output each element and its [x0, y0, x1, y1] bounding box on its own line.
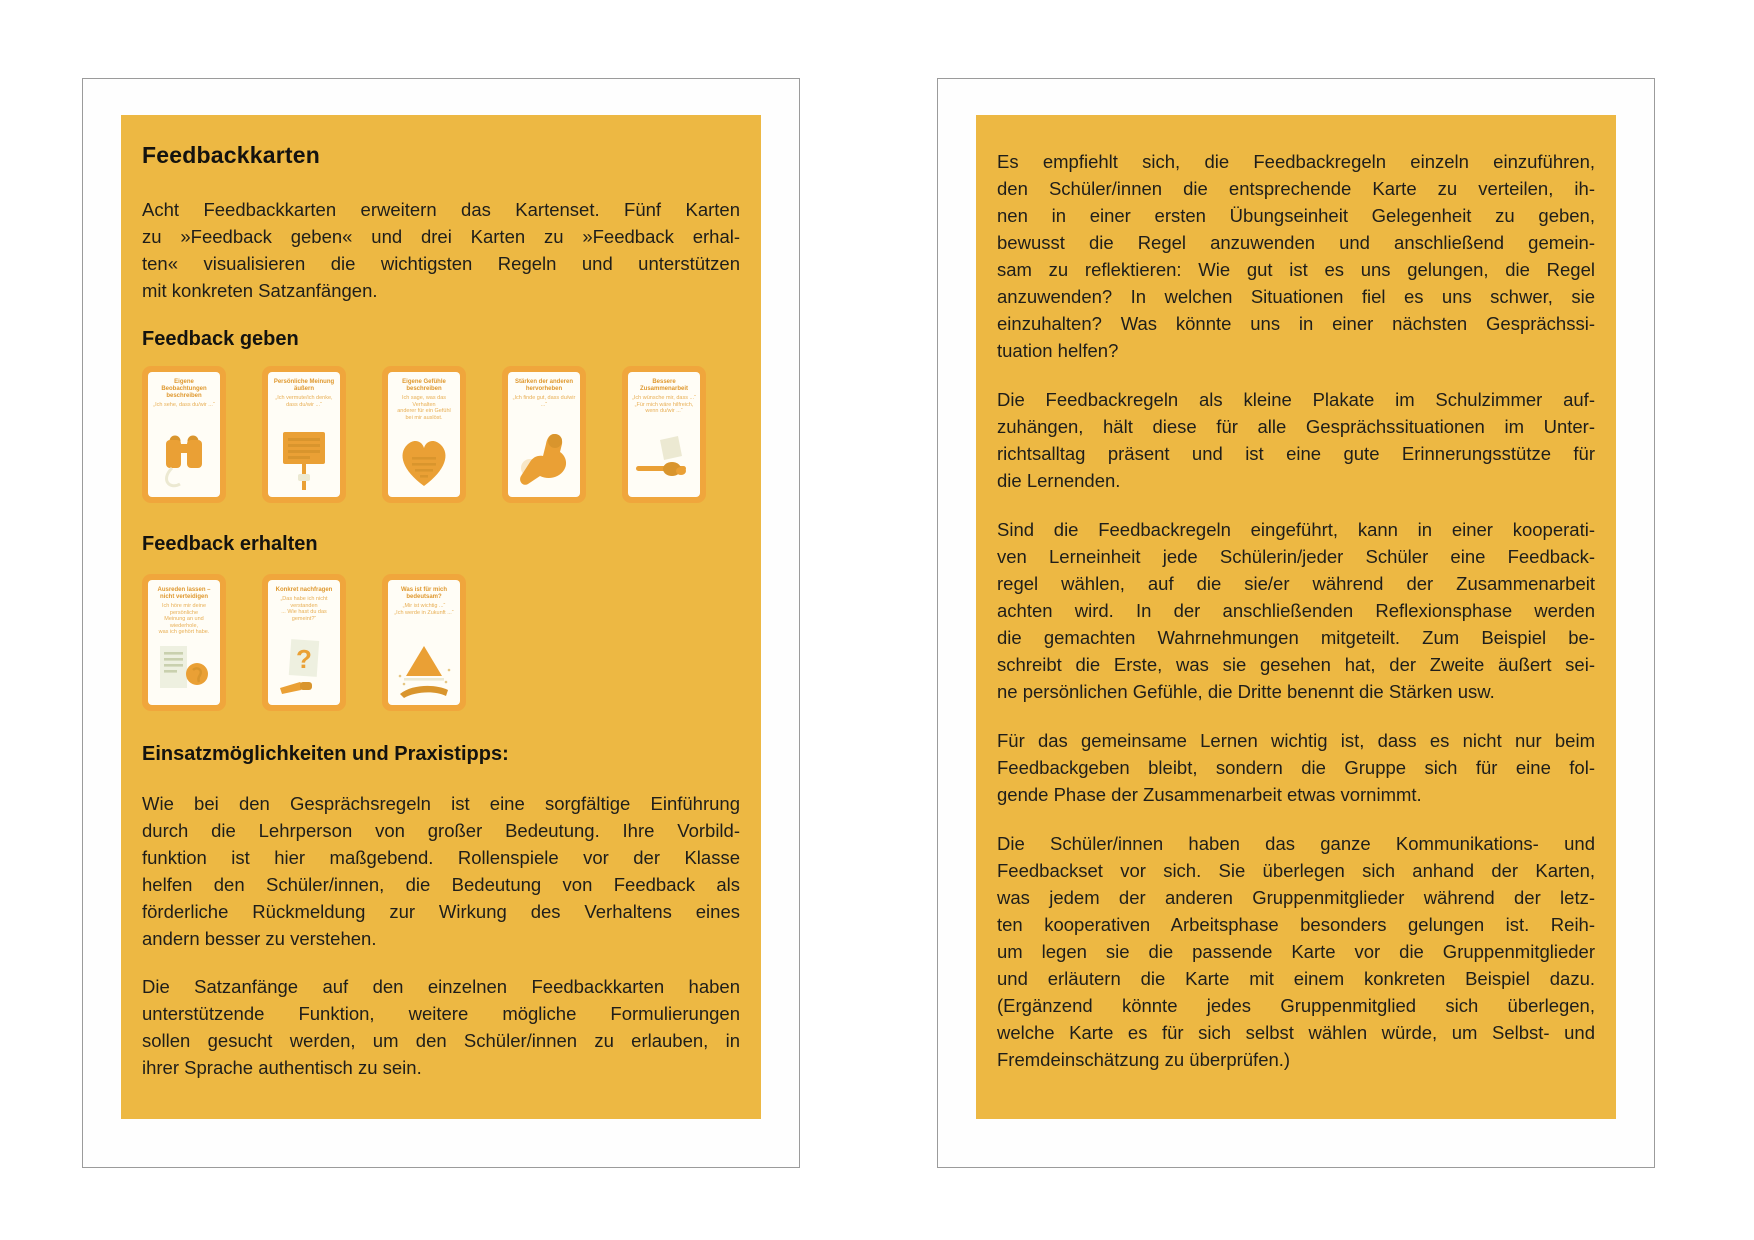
card-quote: „Das habe ich nicht verstanden ... Wie hast du das gemeint?“ [280, 596, 328, 622]
feedback-card-ausreden-lassen [142, 574, 226, 711]
tips-paragraph-1: Wie bei den Gesprächsregeln ist eine sorgfältige Einführung durch die Lehrperson von großer Bedeutung. Ihre Vorbild- funktion ist hier maßgebend. Rollenspiele vor der Klasse helfen den Schüler/innen, die Bedeutung von Feedback als förderliche Rückmeldung zur Wirkung des Verhaltens eines andern besser zu verstehen. [142, 793, 740, 949]
card-quote: Ich höre mir deine persönliche Meinung an und wiederhole, was ich gehört habe. [158, 603, 210, 635]
card-quote: „Ich sehe, dass du/wir ...“ [153, 402, 215, 408]
card-row-feedback-erhalten [142, 574, 740, 711]
card-face [268, 580, 340, 705]
card-face [388, 372, 460, 497]
card-title: Konkret nachfragen [275, 587, 333, 593]
binoculars-icon [148, 426, 220, 492]
rope-icon [628, 432, 700, 492]
card-face [148, 580, 220, 705]
card-title: Bessere Zusammenarbeit [639, 379, 688, 392]
tips-paragraph-2: Die Satzanfänge auf den einzelnen Feedbackkarten haben unterstützende Funktion, weitere mögliche Formulierungen sollen gesucht werden, um den Schüler/innen zu erlauben, in ihrer Sprache authentisch zu sein. [142, 976, 740, 1078]
feedback-card-staerken [502, 366, 586, 503]
question-mark-icon [268, 638, 340, 700]
page-left-panel [121, 115, 761, 1119]
page-right-panel [976, 115, 1616, 1119]
intro-paragraph: Acht Feedbackkarten erweitern das Kartenset. Fünf Karten zu »Feedback geben« und drei Karten zu »Feedback erhal- ten« visualisieren die wichtigsten Regeln und unterstützen mit konkreten Satzanfängen. [142, 199, 740, 301]
heading-feedback-geben: Feedback geben [142, 328, 299, 350]
card-quote: „Mir ist wichtig ...“ „Ich werde in Zukunft ...“ [394, 603, 454, 616]
card-face [628, 372, 700, 497]
card-title: Eigene Gefühle beschreiben [402, 379, 446, 392]
page-title: Feedbackkarten [142, 142, 320, 168]
body-paragraph-1: Es empfiehlt sich, die Feedbackregeln einzeln einzuführen, den Schüler/innen die entsprechende Karte zu verteilen, ih- nen in einer ersten Übungseinheit Gelegenheit zu geben, bewusst die Regel anzuwenden und anschließend gemein- sam zu reflektieren: Wie gut ist es uns gelungen, die Regel anzuwenden? In welchen Situationen fiel es uns schwer, sie einzuhalten? Was könnte uns in einer nächsten Gesprächssi- tuation helfen? [997, 151, 1595, 361]
feedback-card-meinung [262, 366, 346, 503]
feedback-card-zusammenarbeit [622, 366, 706, 503]
page-right [937, 78, 1655, 1168]
card-quote: „Ich wünsche mir, dass ...“ „Für mich wäre hilfreich, wenn du/wir ...“ [632, 395, 696, 414]
card-title: Stärken der anderen hervorheben [514, 379, 574, 392]
card-quote: „Ich vermute/ich denke, dass du/wir ...“ [275, 395, 333, 408]
card-face [388, 580, 460, 705]
card-quote: „Ich finde gut, dass du/wir ...“ [512, 395, 576, 408]
mountain-hand-icon [388, 640, 460, 700]
card-title: Eigene Beobachtungen beschreiben [161, 379, 207, 399]
feedback-card-beobachtungen [142, 366, 226, 503]
feedback-card-gefuehle [382, 366, 466, 503]
heading-praxistipps: Einsatzmöglichkeiten und Praxistipps: [142, 743, 509, 765]
feedback-card-bedeutsam [382, 574, 466, 711]
listening-icon [148, 642, 220, 700]
card-face [148, 372, 220, 497]
card-face [508, 372, 580, 497]
body-paragraph-5: Die Schüler/innen haben das ganze Kommunikations- und Feedbackset vor sich. Sie überlegen sich anhand der Karten, was jedem der anderen Gruppenmitglieder während der letz- ten kooperativen Arbeitsphase besonders gelungen ist. Reih- um legen sie die passende Karte vor die Gruppenmitglieder und erläutern die Karte mit einem konkreten Beispiel dazu. (Ergänzend könnte jedes Gruppenmitglied sich überlegen, welche Karte es für sich selbst wählen würde, um Selbst- und Fremdeinschätzung zu überprüfen.) [997, 833, 1595, 1070]
card-row-feedback-geben [142, 366, 740, 503]
body-paragraph-2: Die Feedbackregeln als kleine Plakate im Schulzimmer auf- zuhängen, hält diese für alle Gesprächssituationen im Unter- richtsalltag präsent und ist eine gute Erinnerungsstütze für die Lernenden. [997, 389, 1595, 491]
card-face [268, 372, 340, 497]
card-title: Was ist für mich bedeutsam? [400, 587, 448, 600]
feedback-card-nachfragen [262, 574, 346, 711]
heart-icon [388, 430, 460, 492]
body-paragraph-4: Für das gemeinsame Lernen wichtig ist, dass es nicht nur beim Feedbackgeben bleibt, sondern die Gruppe sich für eine fol- gende Phase der Zusammenarbeit etwas vornimmt. [997, 730, 1595, 805]
strong-arm-icon [508, 428, 580, 492]
body-paragraph-3: Sind die Feedbackregeln eingeführt, kann in einer kooperati- ven Lerneinheit jede Schülerin/jeder Schüler eine Feedback- regel wählen, auf die sie/er während der Zusammenarbeit achten wird. In der anschließenden Reflexionsphase werden die gemachten Wahrnehmungen mitgeteilt. Zum Beispiel be- schreibt die Erste, was sie gesehen hat, der Zweite äußert sei- ne persönlichen Gefühle, die Dritte benennt die Stärken usw. [997, 519, 1595, 702]
card-quote: Ich sage, was das Verhalten anderer für ein Gefühl bei mir auslöst. [397, 395, 451, 421]
page-left [82, 78, 800, 1168]
card-title: Ausreden lassen – nicht verteidigen [157, 587, 211, 600]
svg-text:?: ? [296, 644, 312, 674]
heading-feedback-erhalten: Feedback erhalten [142, 533, 318, 555]
card-title: Persönliche Meinung äußern [273, 379, 335, 392]
sign-icon [268, 426, 340, 492]
